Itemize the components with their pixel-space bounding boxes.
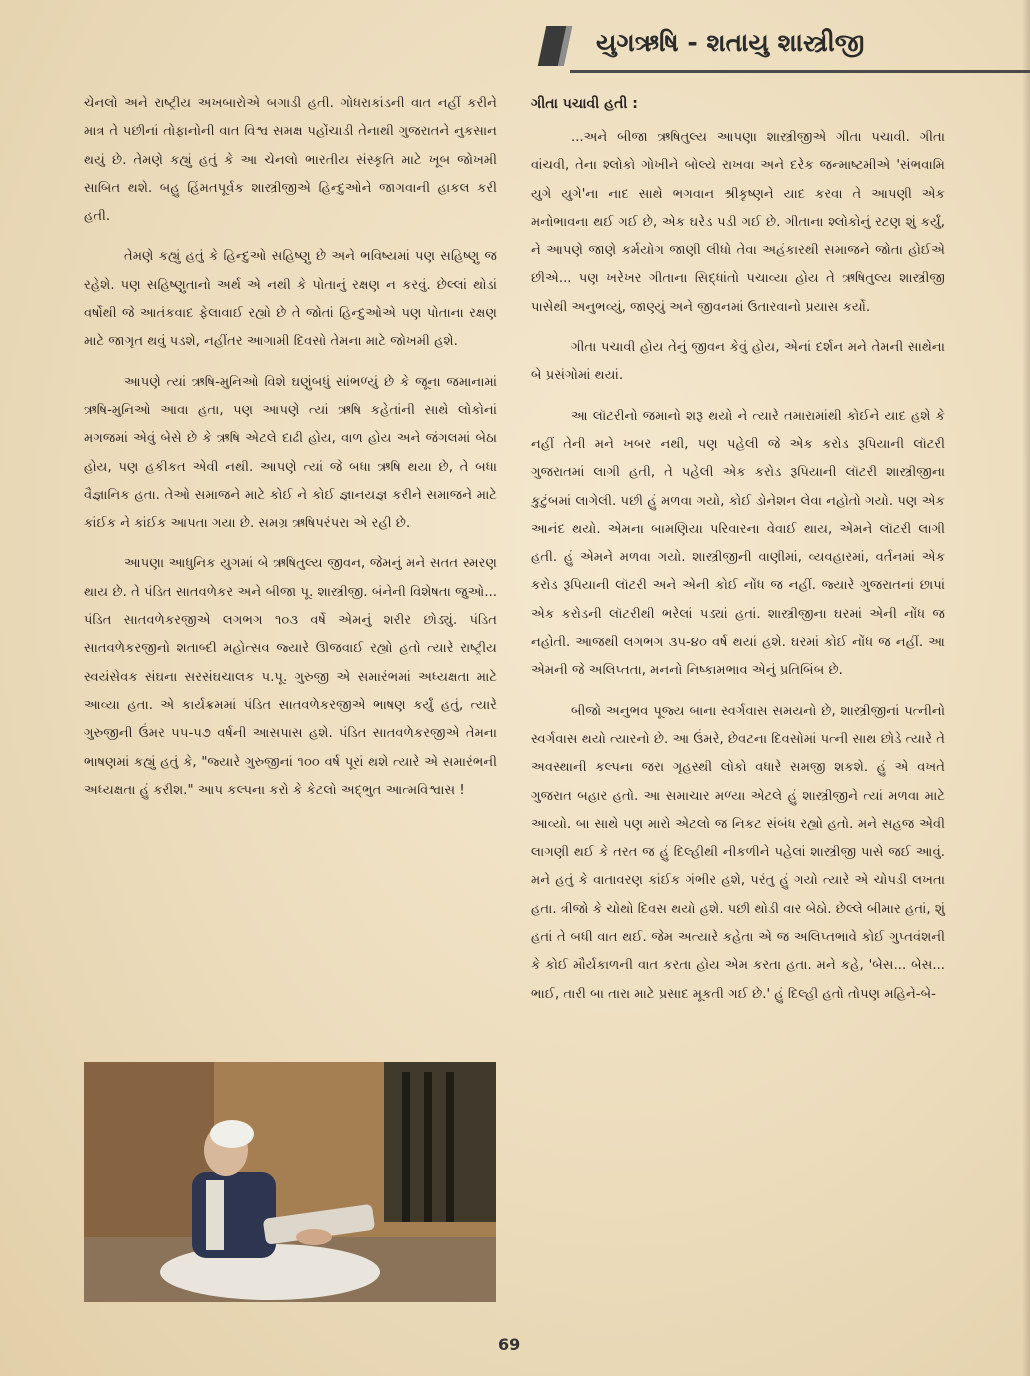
- right-paragraph-3: આ લૉટરીનો જમાનો શરૂ થયો ને ત્યારે તમારામાંથી કોઈને યાદ હશે કે નહીં તેની મને ખબર નથી, પણ પહેલી જે એક કરોડ રૂપિયાની લૉટરી ગુજરાતમાં લાગી હતી, તે પહેલી એક કરોડ રૂપિયાની લૉટરી શાસ્ત્રીજીના કુટુંબમાં લાગેલી. પછી હું મળવા ગયો, કોઈ ડોનેશન લેવા નહોતો ગયો. પણ એક આનંદ થયો. એમના બામણિયા પરિવારના વેવાઈ થાય, એમને લૉટરી લાગી હતી. હું એમને મળવા ગયો. શાસ્ત્રીજીની વાણીમાં, વ્યવહારમાં, વર્તનમાં એક કરોડ રૂપિયાની લૉટરી અને એની કોઈ નોંધ જ નહીં. જ્યારે ગુજરાતનાં છાપાં એક કરોડની લૉટરીથી ભરેલાં પડ્યાં હતાં. શાસ્ત્રીજીના ઘરમાં એની નોંધ જ નહોતી. આજથી લગભગ ૩૫-૪૦ વર્ષ થયાં હશે. ઘરમાં કોઈ નોંધ જ નહીં. આ એમની જે અલિપ્તતા, મનનો નિષ્કામભાવ એનું પ્રતિબિંબ છે.: [531, 408, 945, 679]
- right-paragraph-1: ...અને બીજા ઋષિતુલ્ય આપણા શાસ્ત્રીજીએ ગીતા પચાવી. ગીતા વાંચવી, તેના શ્લોકો ગોખીને બોલ્યે રાખવા અને દરેક જન્માષ્ટમીએ 'સંભવામિ યુગે યુગે'ના નાદ સાથે ભગવાન શ્રીકૃષ્ણને યાદ કરવા તે આપણી એક મનોભાવના થઈ ગઈ છે, એક ઘરેડ પડી ગઈ છે. ગીતાના શ્લોકોનું રટણ શું કર્યું, ને આપણે જાણે કર્મયોગ જાણી લીધો તેવા અહંકારથી સમાજને જોતા હોઈએ છીએ... પણ ખરેખર ગીતાના સિદ્ધાંતો પચાવ્યા હોય તે ઋષિતુલ્ય શાસ્ત્રીજી પાસેથી અનુભવ્યું, જાણ્યું અને જીવનમાં ઉતારવાનો પ્રયાસ કર્યો.: [531, 130, 945, 315]
- photo-shirt: [206, 1180, 224, 1250]
- photo-window-bar: [424, 1072, 432, 1222]
- photo-illustration: [84, 1062, 496, 1302]
- page-number: 69: [498, 1335, 521, 1354]
- left-column: [84, 90, 497, 817]
- right-paragraph-2: ગીતા પચાવી હોય તેનું જીવન કેવું હોય, એનાં દર્શન મને તેમની સાથેના બે પ્રસંગોમાં થયાં.: [531, 340, 945, 384]
- right-column: [531, 90, 945, 1021]
- page-spine-shadow: [1022, 0, 1030, 1376]
- photo-shastriji-reading: [84, 1062, 496, 1302]
- header-rule: [570, 70, 1030, 73]
- running-header: [540, 18, 1030, 70]
- photo-hair: [210, 1120, 254, 1148]
- photo-window-bar: [446, 1072, 454, 1222]
- left-paragraph-3: આપણે ત્યાં ઋષિ-મુનિઓ વિશે ઘણુંબધું સાંભળ્યું છે કે જૂના જમાનામાં ઋષિ-મુનિઓ આવા હતા, પણ આપણે ત્યાં ઋષિ કહેતાંની સાથે લોકોનાં મગજમાં એવું બેસે છે કે ઋષિ એટલે દાઢી હોય, વાળ હોય અને જંગલમાં બેઠા હોય, પણ હકીકત એવી નથી. આપણે ત્યાં જે બધા ઋષિ થયા છે, તે બધા વૈજ્ઞાનિક હતા. તેઓ સમાજને માટે કોઈ ને કોઈ જ્ઞાનયજ્ઞ કરીને સમાજને માટે કાંઈક ને કાંઈક આપતા ગયા છે. સમગ્ર ઋષિપરંપરા એ રહી છે.: [84, 374, 497, 532]
- photo-window-bar: [402, 1072, 410, 1222]
- photo-window: [384, 1062, 496, 1222]
- right-paragraph-4: બીજો અનુભવ પૂજ્ય બાના સ્વર્ગવાસ સમયનો છે, શાસ્ત્રીજીનાં પત્નીનો સ્વર્ગવાસ થયો ત્યારનો છે. આ ઉંમરે, છેવટના દિવસોમાં પત્ની સાથ છોડે ત્યારે તે અવસ્થાની કલ્પના જરા ગૃહસ્થી લોકો વધારે સમજી શકશે. હું એ વખતે ગુજરાત બહાર હતો. આ સમાચાર મળ્યા એટલે હું શાસ્ત્રીજીને ત્યાં મળવા માટે આવ્યો. બા સાથે પણ મારો એટલો જ નિકટ સંબંધ રહ્યો હતો. મને સહજ એવી લાગણી થઈ કે તરત જ હું દિલ્હીથી નીકળીને પહેલાં શાસ્ત્રીજી પાસે જઈ આવું. મને હતું કે વાતાવરણ કાંઈક ગંભીર હશે, પરંતુ હું ગયો ત્યારે એ ચોપડી લખતા હતા. ત્રીજો કે ચોથો દિવસ થયો હશે. પછી થોડી વાર બેઠો. છેલ્લે બીમાર હતાં, શું હતાં તે બધી વાત થઈ. જેમ અત્યારે કહેતા એ જ અલિપ્તભાવે કોઈ ગુપ્તવંશની કે કોઈ મૌર્યકાળની વાત કરતા હોય એમ કરતા હતા. મને કહે, 'બેસ... બેસ... ભાઈ, તારી બા તારા માટે પ્રસાદ મૂકતી ગઈ છે.' હું દિલ્હી હતો તોપણ મહિને-બે-: [531, 703, 945, 1002]
- left-paragraph-1: ચેનલો અને રાષ્ટ્રીય અખબારોએ બગાડી હતી. ગોધરાકાંડની વાત નહીં કરીને માત્ર તે પછીનાં તોફાનોની વાત વિશ્વ સમક્ષ પહોંચાડી તેનાથી ગુજરાતને નુકસાન થયું છે. તેમણે કહ્યું હતું કે આ ચેનલો ભારતીય સંસ્કૃતિ માટે ખૂબ જોખમી સાબિત થશે. બહુ હિંમતપૂર્વક શાસ્ત્રીજીએ હિન્દુઓને જાગવાની હાકલ કરી હતી.: [84, 96, 497, 225]
- photo-vest: [192, 1172, 276, 1258]
- photo-hand: [296, 1229, 332, 1245]
- header-title: યુગઋષિ - શતાયુ શાસ્ત્રીજી: [596, 28, 865, 57]
- left-paragraph-2: તેમણે કહ્યું હતું કે હિન્દુઓ સહિષ્ણુ છે અને ભવિષ્યમાં પણ સહિષ્ણુ જ રહેશે. પણ સહિષ્ણુતાનો અર્થ એ નથી કે પોતાનું રક્ષણ ન કરવું. છેલ્લાં થોડાં વર્ષોથી જે આતંકવાદ ફેલાવાઈ રહ્યો છે તે જોતાં હિન્દુઓએ પણ પોતાના રક્ષણ માટે જાગૃત થવું પડશે, નહીંતર આગામી દિવસો તેમના માટે જોખમી હશે.: [84, 249, 497, 350]
- left-paragraph-4: આપણા આધુનિક યુગમાં બે ઋષિતુલ્ય જીવન, જેમનું મને સતત સ્મરણ થાય છે. તે પંડિત સાતવળેકર અને બીજા પૂ. શાસ્ત્રીજી. બંનેની વિશેષતા જુઓ... પંડિત સાતવળેકરજીએ લગભગ ૧૦૩ વર્ષે એમનું શરીર છોડ્યું. પંડિત સાતવળેકરજીનો શતાબ્દી મહોત્સવ જ્યારે ઊજવાઈ રહ્યો હતો ત્યારે રાષ્ટ્રીય સ્વયંસેવક સંઘના સરસંઘચાલક પ.પૂ. ગુરુજી એ સમારંભમાં અધ્યક્ષતા માટે આવ્યા હતા. એ કાર્યક્રમમાં પંડિત સાતવળેકરજીએ ભાષણ કર્યું હતું, ત્યારે ગુરુજીની ઉંમર ૫૫-૫૭ વર્ષની આસપાસ હશે. પંડિત સાતવળેકરજીએ તેમના ભાષણમાં કહ્યું હતું કે, "જ્યારે ગુરુજીનાં ૧૦૦ વર્ષ પૂરાં થશે ત્યારે એ સમારંભની અધ્યક્ષતા હું કરીશ." આપ કલ્પના કરો કે કેટલો અદ્ભુત આત્મવિશ્વાસ !: [84, 556, 497, 798]
- section-subheading: ગીતા પચાવી હતી :: [531, 96, 638, 112]
